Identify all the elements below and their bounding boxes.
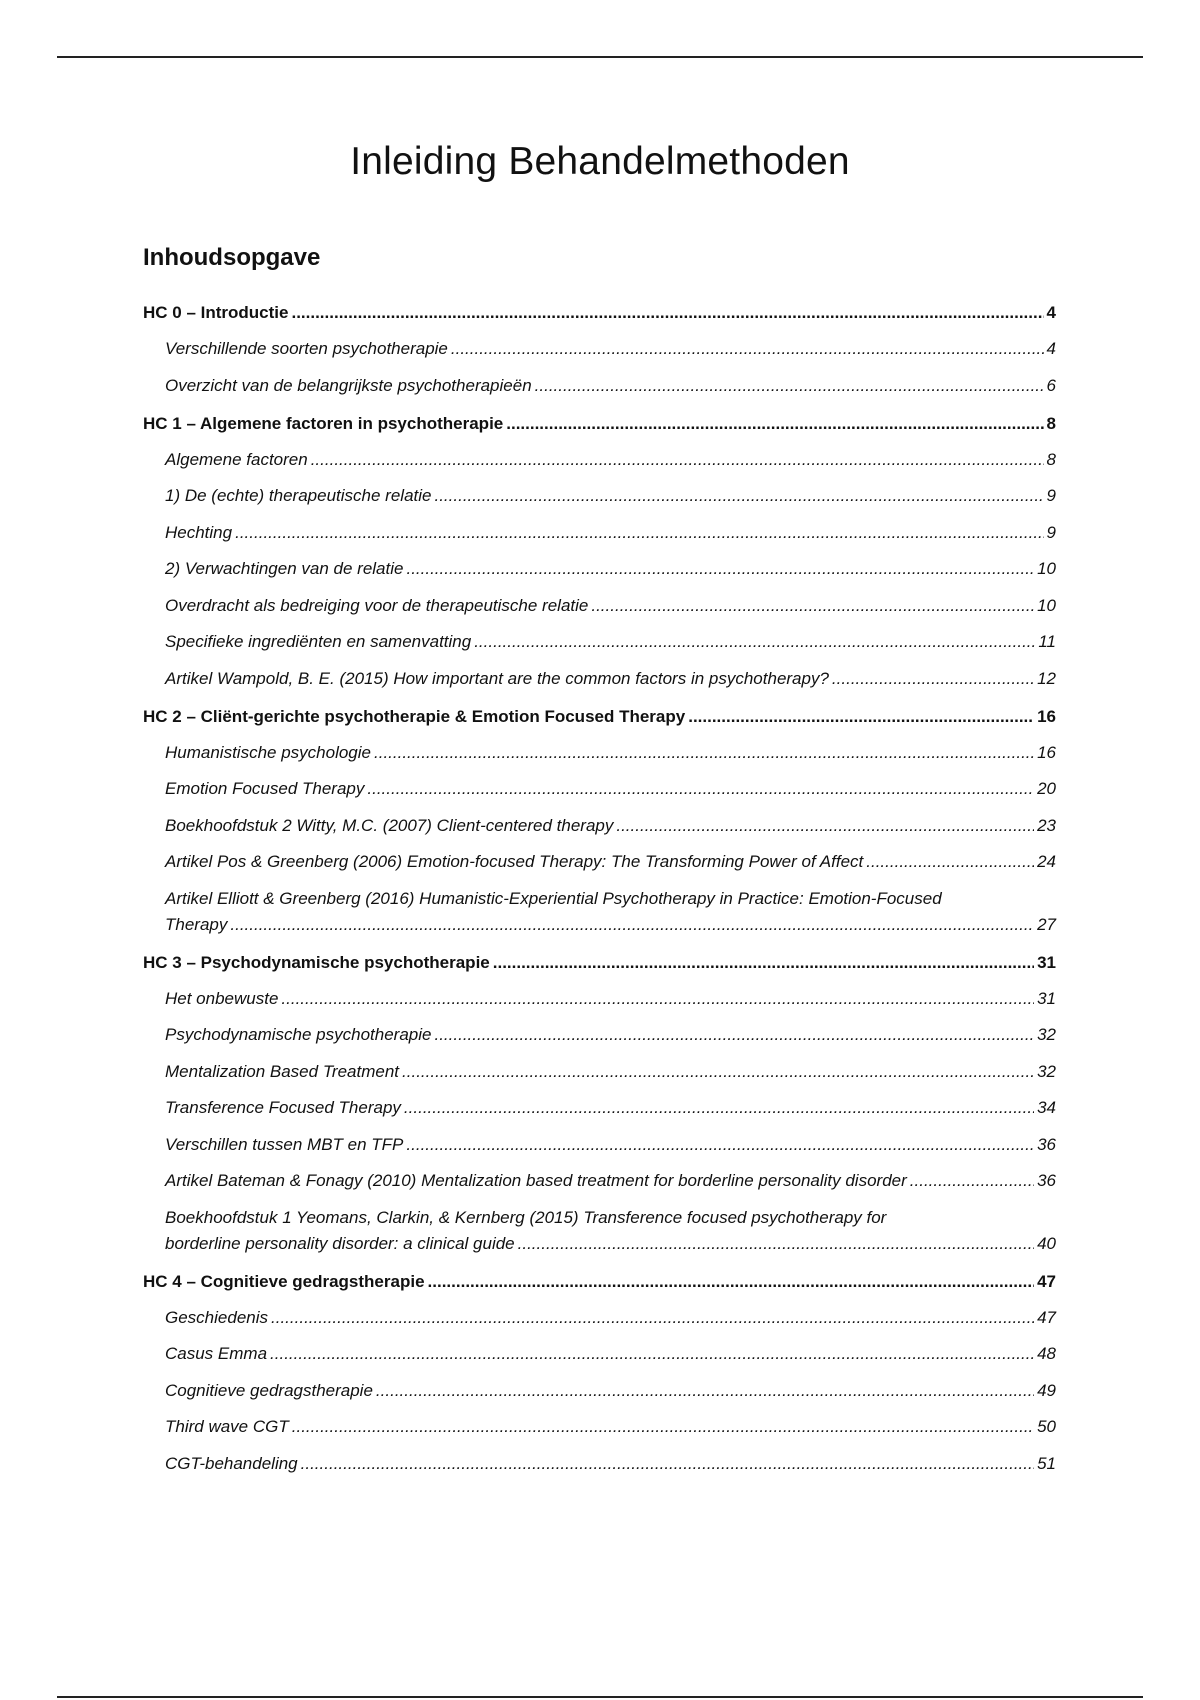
toc-subentry-label-line1: Artikel Elliott & Greenberg (2016) Humanistic-Experiential Psychotherapy in Practice: Emotion-Focused: [165, 888, 942, 908]
dot-leader: [406, 1132, 1034, 1158]
toc-subentry-label: Transference Focused Therapy: [165, 1098, 401, 1117]
dot-leader: [866, 849, 1034, 875]
toc-page-number: 32: [1037, 1061, 1056, 1081]
table-of-contents: [143, 300, 1056, 1489]
toc-subentry-label: Overzicht van de belangrijkste psychotherapieën: [165, 375, 532, 395]
toc-subentry-label: Verschillen tussen MBT en TFP: [165, 1134, 404, 1154]
toc-subentry-label: Casus Emma: [165, 1344, 268, 1363]
toc-chapter-entry[interactable]: [143, 704, 1056, 730]
toc-section: [143, 411, 1056, 692]
toc-page-number: 10: [1037, 559, 1056, 578]
toc-page-number: 8: [1046, 413, 1056, 433]
toc-chapter-label: HC 1 – Algemene factoren in psychotherapie: [143, 413, 504, 433]
toc-page-number: 50: [1037, 1417, 1056, 1436]
toc-page-number: 31: [1037, 952, 1056, 972]
toc-heading: Inhoudsopgave: [143, 244, 321, 271]
dot-leader: [428, 1269, 1035, 1295]
toc-page-number: 36: [1037, 1171, 1056, 1190]
toc-page-number: 24: [1037, 852, 1056, 871]
toc-subentry[interactable]: [143, 1414, 1056, 1440]
toc-subentry-label: Psychodynamische psychotherapie: [165, 1025, 432, 1044]
toc-subentry-label: Third wave CGT: [165, 1417, 289, 1436]
toc-subentry[interactable]: [143, 447, 1056, 473]
toc-page-number: 40: [1037, 1233, 1056, 1253]
toc-subentry[interactable]: [143, 886, 1056, 938]
dot-leader: [591, 593, 1034, 619]
toc-subentry-label: Humanistische psychologie: [165, 742, 371, 762]
toc-subentry-label: 2) Verwachtingen van de relatie: [165, 559, 404, 578]
toc-chapter-entry[interactable]: [143, 1269, 1056, 1295]
toc-page-number: 4: [1046, 303, 1056, 322]
toc-subentry-label: 1) De (echte) therapeutische relatie: [165, 486, 432, 505]
dot-leader: [404, 1095, 1034, 1121]
dot-leader: [832, 666, 1034, 692]
dot-leader: [474, 629, 1035, 655]
dot-leader: [376, 1378, 1034, 1404]
toc-subentry-label: CGT-behandeling: [165, 1453, 298, 1473]
toc-chapter-label: HC 2 – Cliënt-gerichte psychotherapie & Emotion Focused Therapy: [143, 706, 686, 726]
toc-subentry[interactable]: [143, 373, 1056, 399]
toc-subentry-label-line1: Boekhoofdstuk 1 Yeomans, Clarkin, & Kernberg (2015) Transference focused psychotherapy for: [165, 1207, 887, 1227]
toc-subentry-label: Artikel Wampold, B. E. (2015) How important are the common factors in psychotherapy?: [165, 668, 829, 688]
toc-subentry[interactable]: [143, 1132, 1056, 1158]
toc-chapter-entry[interactable]: [143, 411, 1056, 437]
toc-subentry-label: Artikel Pos & Greenberg (2006) Emotion-focused Therapy: The Transforming Power of Affect: [165, 852, 864, 871]
dot-leader: [292, 1414, 1034, 1440]
toc-subentry[interactable]: [143, 1305, 1056, 1331]
toc-chapter-label: HC 4 – Cognitieve gedragstherapie: [143, 1271, 425, 1291]
toc-page-number: 27: [1037, 914, 1056, 934]
header-rule: [57, 56, 1143, 58]
toc-page-number: 47: [1037, 1271, 1056, 1291]
toc-subentry-label: Mentalization Based Treatment: [165, 1061, 400, 1081]
toc-subentry-label: Algemene factoren: [165, 449, 308, 469]
toc-subentry[interactable]: [143, 629, 1056, 655]
toc-subentry[interactable]: [143, 1205, 1056, 1257]
toc-page-number: 9: [1046, 486, 1056, 505]
toc-subentry[interactable]: [143, 1095, 1056, 1121]
toc-section: [143, 300, 1056, 399]
toc-page-number: 36: [1037, 1134, 1056, 1154]
toc-page-number: 10: [1037, 595, 1056, 615]
dot-leader: [271, 1305, 1034, 1331]
dot-leader: [311, 447, 1044, 473]
dot-leader: [406, 556, 1034, 582]
toc-subentry[interactable]: [143, 1451, 1056, 1477]
toc-subentry[interactable]: [143, 1168, 1056, 1194]
toc-subentry[interactable]: [143, 336, 1056, 362]
toc-subentry-label: Geschiedenis: [165, 1307, 269, 1327]
toc-page-number: 32: [1037, 1025, 1056, 1044]
dot-leader: [367, 776, 1034, 802]
toc-page-number: 16: [1037, 742, 1056, 762]
toc-subentry[interactable]: [143, 986, 1056, 1012]
dot-leader: [451, 336, 1044, 362]
toc-subentry[interactable]: [143, 556, 1056, 582]
toc-subentry[interactable]: [143, 1059, 1056, 1085]
toc-page-number: 34: [1037, 1098, 1056, 1117]
dot-leader: [910, 1168, 1034, 1194]
dot-leader: [374, 740, 1034, 766]
toc-subentry-label: Verschillende soorten psychotherapie: [165, 339, 448, 358]
toc-page-number: 48: [1037, 1344, 1056, 1363]
toc-chapter-label: HC 3 – Psychodynamische psychotherapie: [143, 952, 490, 972]
toc-page-number: 31: [1037, 988, 1056, 1008]
dot-leader: [235, 520, 1043, 546]
dot-leader: [301, 1451, 1034, 1477]
toc-subentry[interactable]: [143, 666, 1056, 692]
toc-page-number: 16: [1037, 706, 1056, 726]
footer-rule: [57, 1696, 1143, 1698]
toc-chapter-entry[interactable]: [143, 950, 1056, 976]
toc-subentry[interactable]: [143, 776, 1056, 802]
toc-subentry[interactable]: [143, 1022, 1056, 1048]
dot-leader: [434, 483, 1043, 509]
dot-leader: [281, 986, 1034, 1012]
toc-subentry[interactable]: [143, 520, 1056, 546]
dot-leader: [270, 1341, 1034, 1367]
dot-leader: [616, 813, 1034, 839]
toc-subentry[interactable]: [143, 1341, 1056, 1367]
toc-chapter-label: HC 0 – Introductie: [143, 303, 289, 322]
toc-subentry-label: Artikel Bateman & Fonagy (2010) Mentalization based treatment for borderline personality disorder: [165, 1171, 907, 1190]
toc-page-number: 8: [1046, 449, 1056, 469]
toc-page-number: 20: [1037, 779, 1056, 798]
dot-leader: [518, 1231, 1034, 1257]
dot-leader: [688, 704, 1034, 730]
toc-page-number: 12: [1037, 668, 1056, 688]
toc-subentry-label: Het onbewuste: [165, 988, 279, 1008]
dot-leader: [402, 1059, 1034, 1085]
toc-subentry[interactable]: [143, 483, 1056, 509]
toc-page-number: 6: [1046, 375, 1056, 395]
document-title: Inleiding Behandelmethoden: [350, 140, 850, 183]
toc-subentry-label: Hechting: [165, 522, 233, 542]
toc-section: [143, 950, 1056, 1257]
dot-leader: [493, 950, 1034, 976]
toc-subentry-label: Specifieke ingrediënten en samenvatting: [165, 632, 472, 651]
toc-section: [143, 1269, 1056, 1477]
toc-subentry-label-line2: borderline personality disorder: a clinical guide: [165, 1233, 515, 1253]
toc-subentry-label: Emotion Focused Therapy: [165, 779, 365, 798]
toc-page-number: 11: [1038, 632, 1056, 651]
toc-subentry[interactable]: [143, 593, 1056, 619]
toc-subentry[interactable]: [143, 1378, 1056, 1404]
dot-leader: [291, 300, 1043, 326]
toc-page-number: 49: [1037, 1380, 1056, 1400]
toc-subentry-label: Cognitieve gedragstherapie: [165, 1380, 373, 1400]
dot-leader: [230, 912, 1034, 938]
toc-subentry[interactable]: [143, 740, 1056, 766]
toc-page-number: 9: [1046, 522, 1056, 542]
toc-subentry-label: Boekhoofdstuk 2 Witty, M.C. (2007) Client-centered therapy: [165, 815, 614, 835]
toc-subentry-label: Overdracht als bedreiging voor de therapeutische relatie: [165, 595, 589, 615]
toc-chapter-entry[interactable]: [143, 300, 1056, 326]
toc-section: [143, 704, 1056, 938]
toc-subentry-label-line2: Therapy: [165, 914, 228, 934]
dot-leader: [535, 373, 1044, 399]
toc-page-number: 47: [1037, 1307, 1056, 1327]
toc-subentry[interactable]: [143, 849, 1056, 875]
dot-leader: [434, 1022, 1034, 1048]
toc-page-number: 23: [1037, 815, 1056, 835]
toc-subentry[interactable]: [143, 813, 1056, 839]
dot-leader: [506, 411, 1043, 437]
toc-page-number: 51: [1037, 1453, 1056, 1473]
toc-page-number: 4: [1046, 339, 1056, 358]
